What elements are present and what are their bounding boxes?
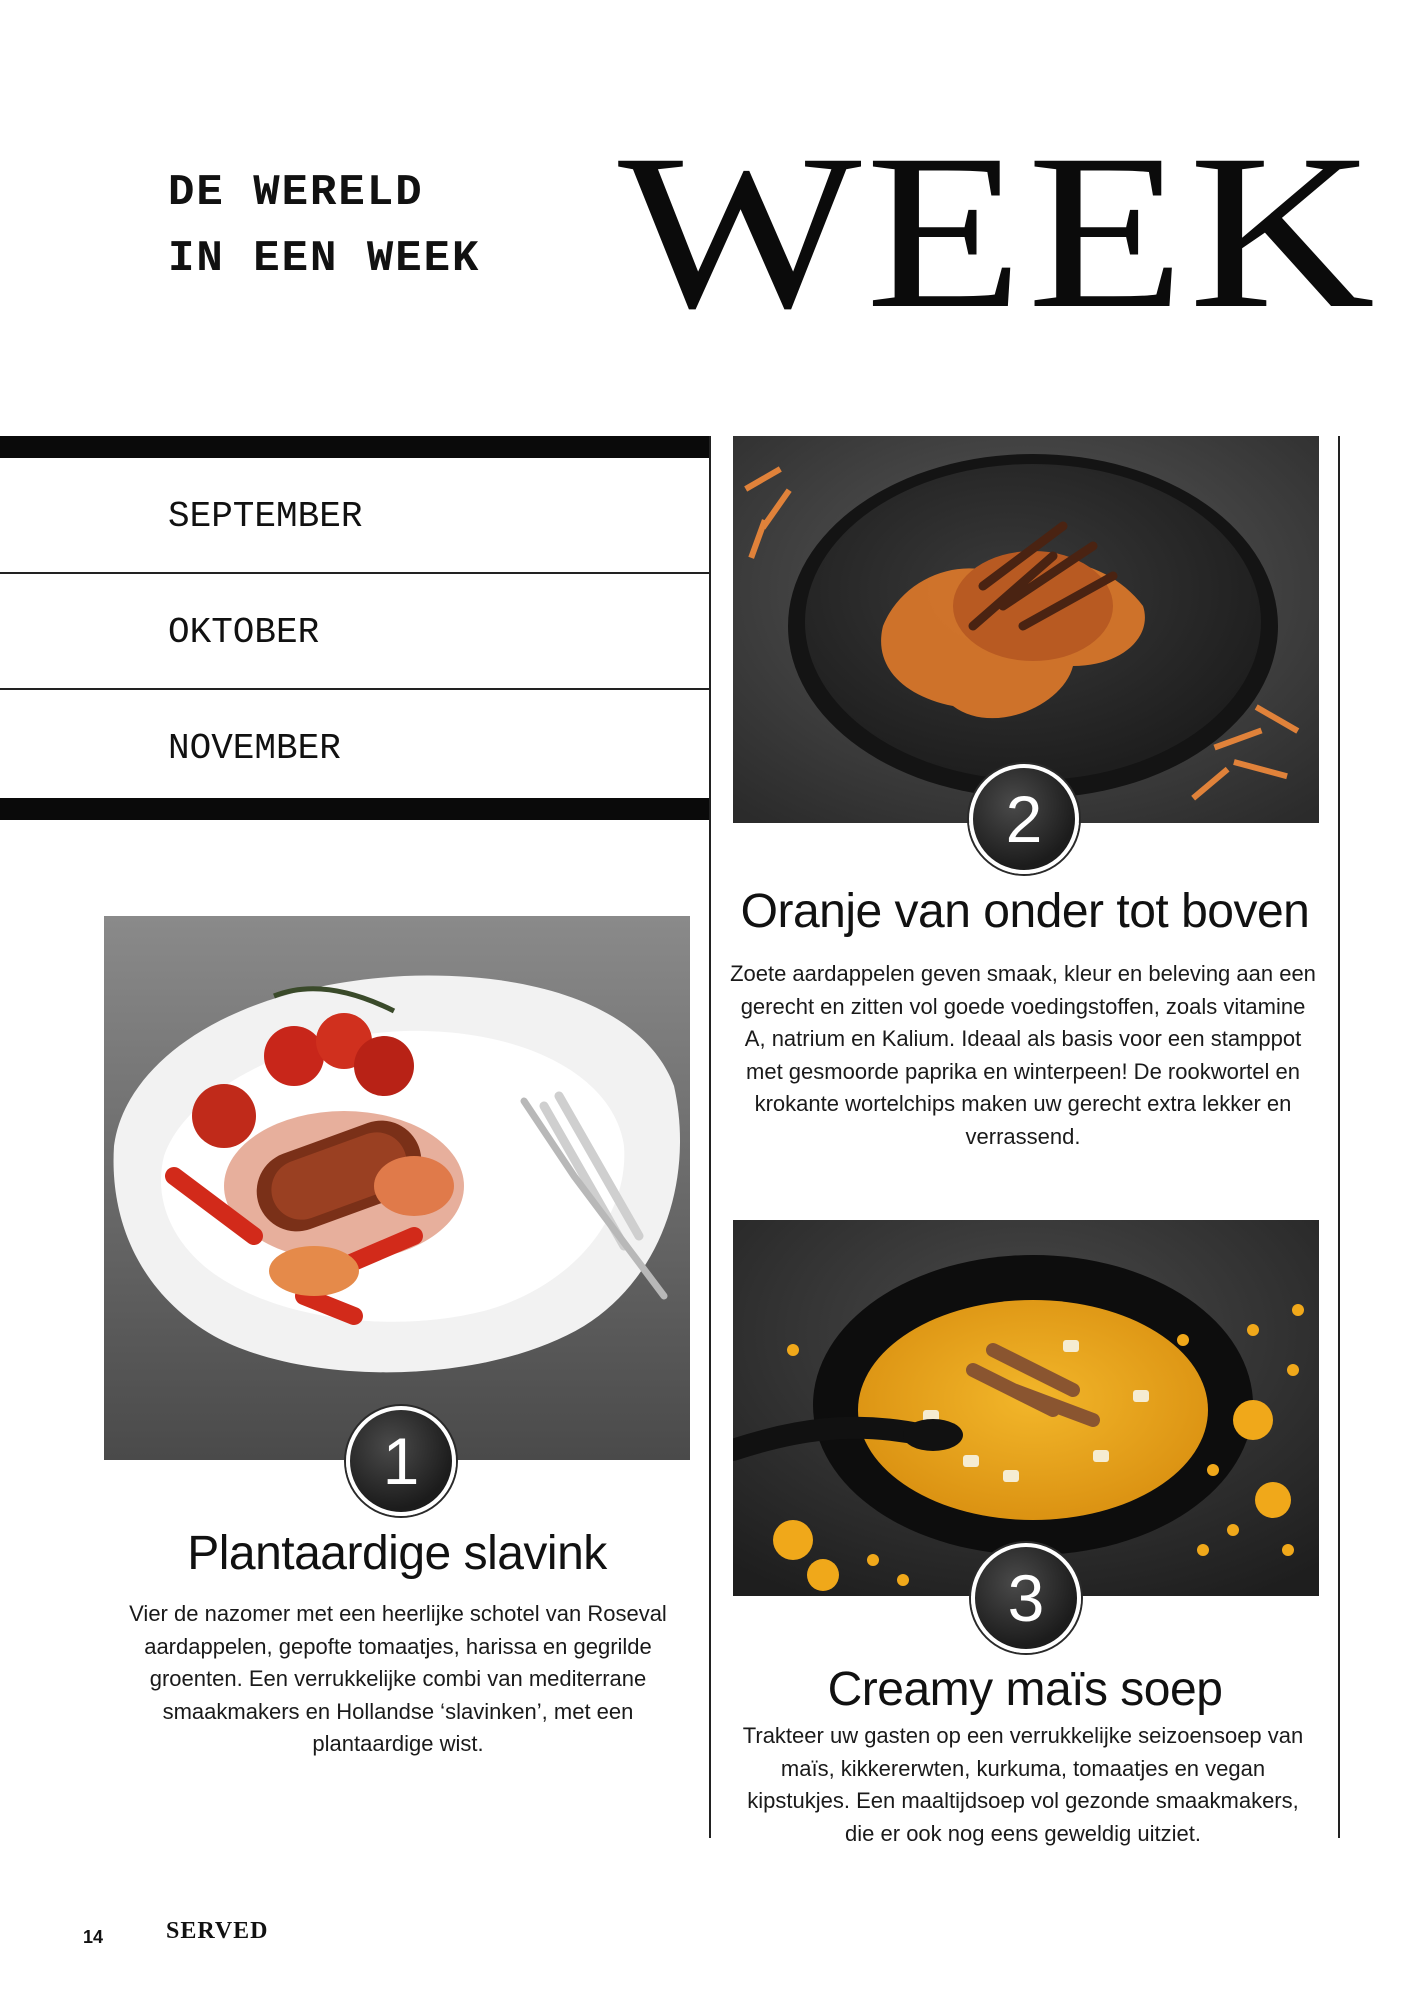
month-item-oktober[interactable] [0, 574, 710, 689]
recipe-3-body: Trakteer uw gasten op een verrukkelijke seizoensoep van maïs, kikkererwten, kurkuma, tomaatjes en vegan kipstukjes. Een maaltijdsoep vol gezonde smaakmakers, die er ook nog eens geweldig uitziet. [742, 1723, 1304, 1846]
recipe-1-title: Plantaardige slavink [187, 1527, 607, 1580]
recipe-1-number-badge: 1 [346, 1406, 456, 1516]
column-rule-left [709, 436, 711, 1838]
recipe-1-body: Vier de nazomer met een heerlijke schotel van Roseval aardappelen, gepofte tomaatjes, harissa en gegrilde groenten. Een verrukkelijke combi van mediterrane smaakmakers en Hollandse ‘slavinken’, met een plantaardige wist. [129, 1601, 667, 1756]
section-kicker [168, 160, 588, 292]
month-label: OKTOBER [168, 612, 320, 653]
recipe-3-number-badge: 3 [971, 1543, 1081, 1653]
kicker-line-2: IN EEN WEEK [168, 234, 481, 284]
recipe-2-number-badge: 2 [969, 764, 1079, 874]
page-title: WEEK [618, 108, 1380, 355]
month-item-november[interactable] [0, 690, 710, 805]
kicker-line-1: DE WERELD [168, 168, 424, 218]
month-label: SEPTEMBER [168, 496, 363, 537]
recipe-2-body: Zoete aardappelen geven smaak, kleur en beleving aan een gerecht en zitten vol goede voedingstoffen, zoals vitamine A, natrium en Kalium. Ideaal als basis voor een stamppot met gesmoorde paprika en winterpeen! De rookwortel en krokante wortelchips maken uw gerecht extra lekker en verrassend. [730, 961, 1316, 1149]
column-rule-right [1338, 436, 1340, 1838]
recipe-2-title: Oranje van onder tot boven [740, 885, 1310, 938]
month-label: NOVEMBER [168, 728, 341, 769]
menu-bottom-bar [0, 798, 710, 820]
page-number: 14 [83, 1927, 104, 1947]
month-item-september[interactable] [0, 458, 710, 573]
recipe-3-title: Creamy maïs soep [827, 1663, 1223, 1716]
magazine-logo: SERVED [166, 1918, 269, 1944]
menu-top-bar [0, 436, 710, 458]
recipe-1-photo [104, 916, 690, 1460]
recipe-3-photo [733, 1220, 1319, 1596]
